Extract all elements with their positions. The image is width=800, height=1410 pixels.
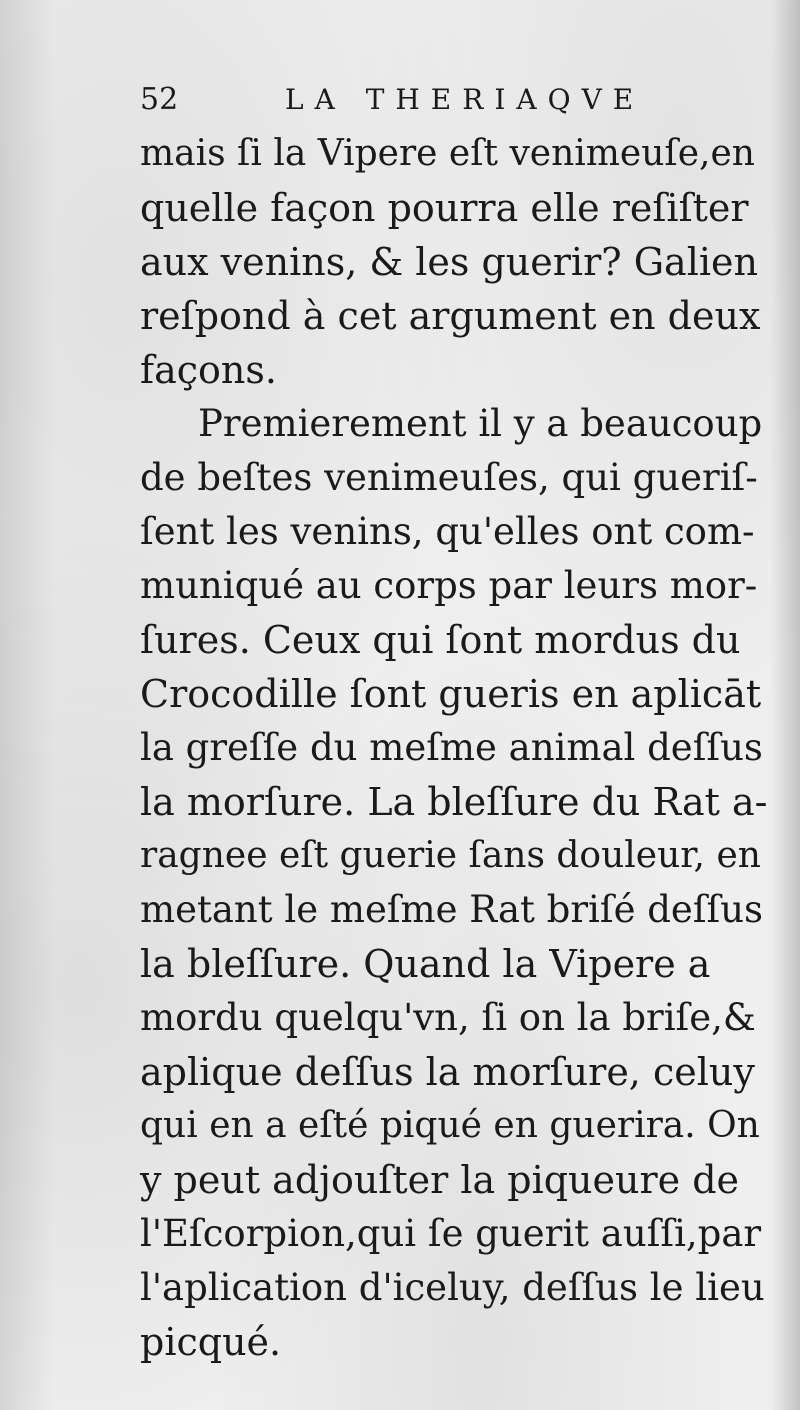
page-shadow-left	[0, 0, 55, 1410]
text-line: mais ſi la Vipere eſt venimeuſe,en	[140, 133, 755, 174]
text-line: l'aplication d'iceluy, deſſus le lieu	[140, 1266, 765, 1309]
text-line: l'Eſcorpion,qui ſe guerit auſſi,par	[140, 1212, 762, 1255]
body-text	[140, 127, 770, 1369]
text-line: aux venins, & les guerir? Galien	[140, 240, 758, 284]
running-title: LA THERIAQVE	[285, 83, 645, 116]
text-line: ſures. Ceux qui ſont mordus du	[140, 618, 741, 662]
text-line: muniqué au corps par leurs mor-	[140, 564, 758, 607]
text-line: mordu quelqu'vn, ſi on la briſe,&	[140, 996, 756, 1039]
text-line: quelle façon pourra elle reſiſter	[140, 186, 749, 230]
text-line: reſpond à cet argument en deux	[140, 294, 761, 338]
text-line: façons.	[140, 348, 277, 392]
page-number: 52	[140, 82, 179, 117]
text-line: la bleſſure. Quand la Vipere a	[140, 942, 711, 986]
text-line: picqué.	[140, 1320, 282, 1364]
text-line: la greſſe du meſme animal deſſus	[140, 726, 763, 769]
text-line: y peut adjouſter la piqueure de	[140, 1158, 740, 1202]
text-line: Crocodille ſont gueris en aplicāt	[140, 672, 762, 716]
paragraph-start-line: Premierement il y a beaucoup	[198, 402, 763, 445]
text-line: ragnee eſt guerie ſans douleur, en	[140, 835, 761, 876]
page-shadow-right	[770, 0, 800, 1410]
text-line: de beſtes venimeuſes, qui gueriſ-	[140, 456, 758, 499]
running-head	[140, 80, 700, 120]
text-line: aplique deſſus la morſure, celuy	[140, 1050, 755, 1094]
text-line: ſent les venins, qu'elles ont com-	[140, 510, 755, 553]
text-line: la morſure. La bleſſure du Rat a-	[140, 780, 768, 824]
text-line: metant le meſme Rat briſé deſſus	[140, 888, 764, 931]
text-line: qui en a eſté piqué en guerira. On	[140, 1105, 760, 1146]
